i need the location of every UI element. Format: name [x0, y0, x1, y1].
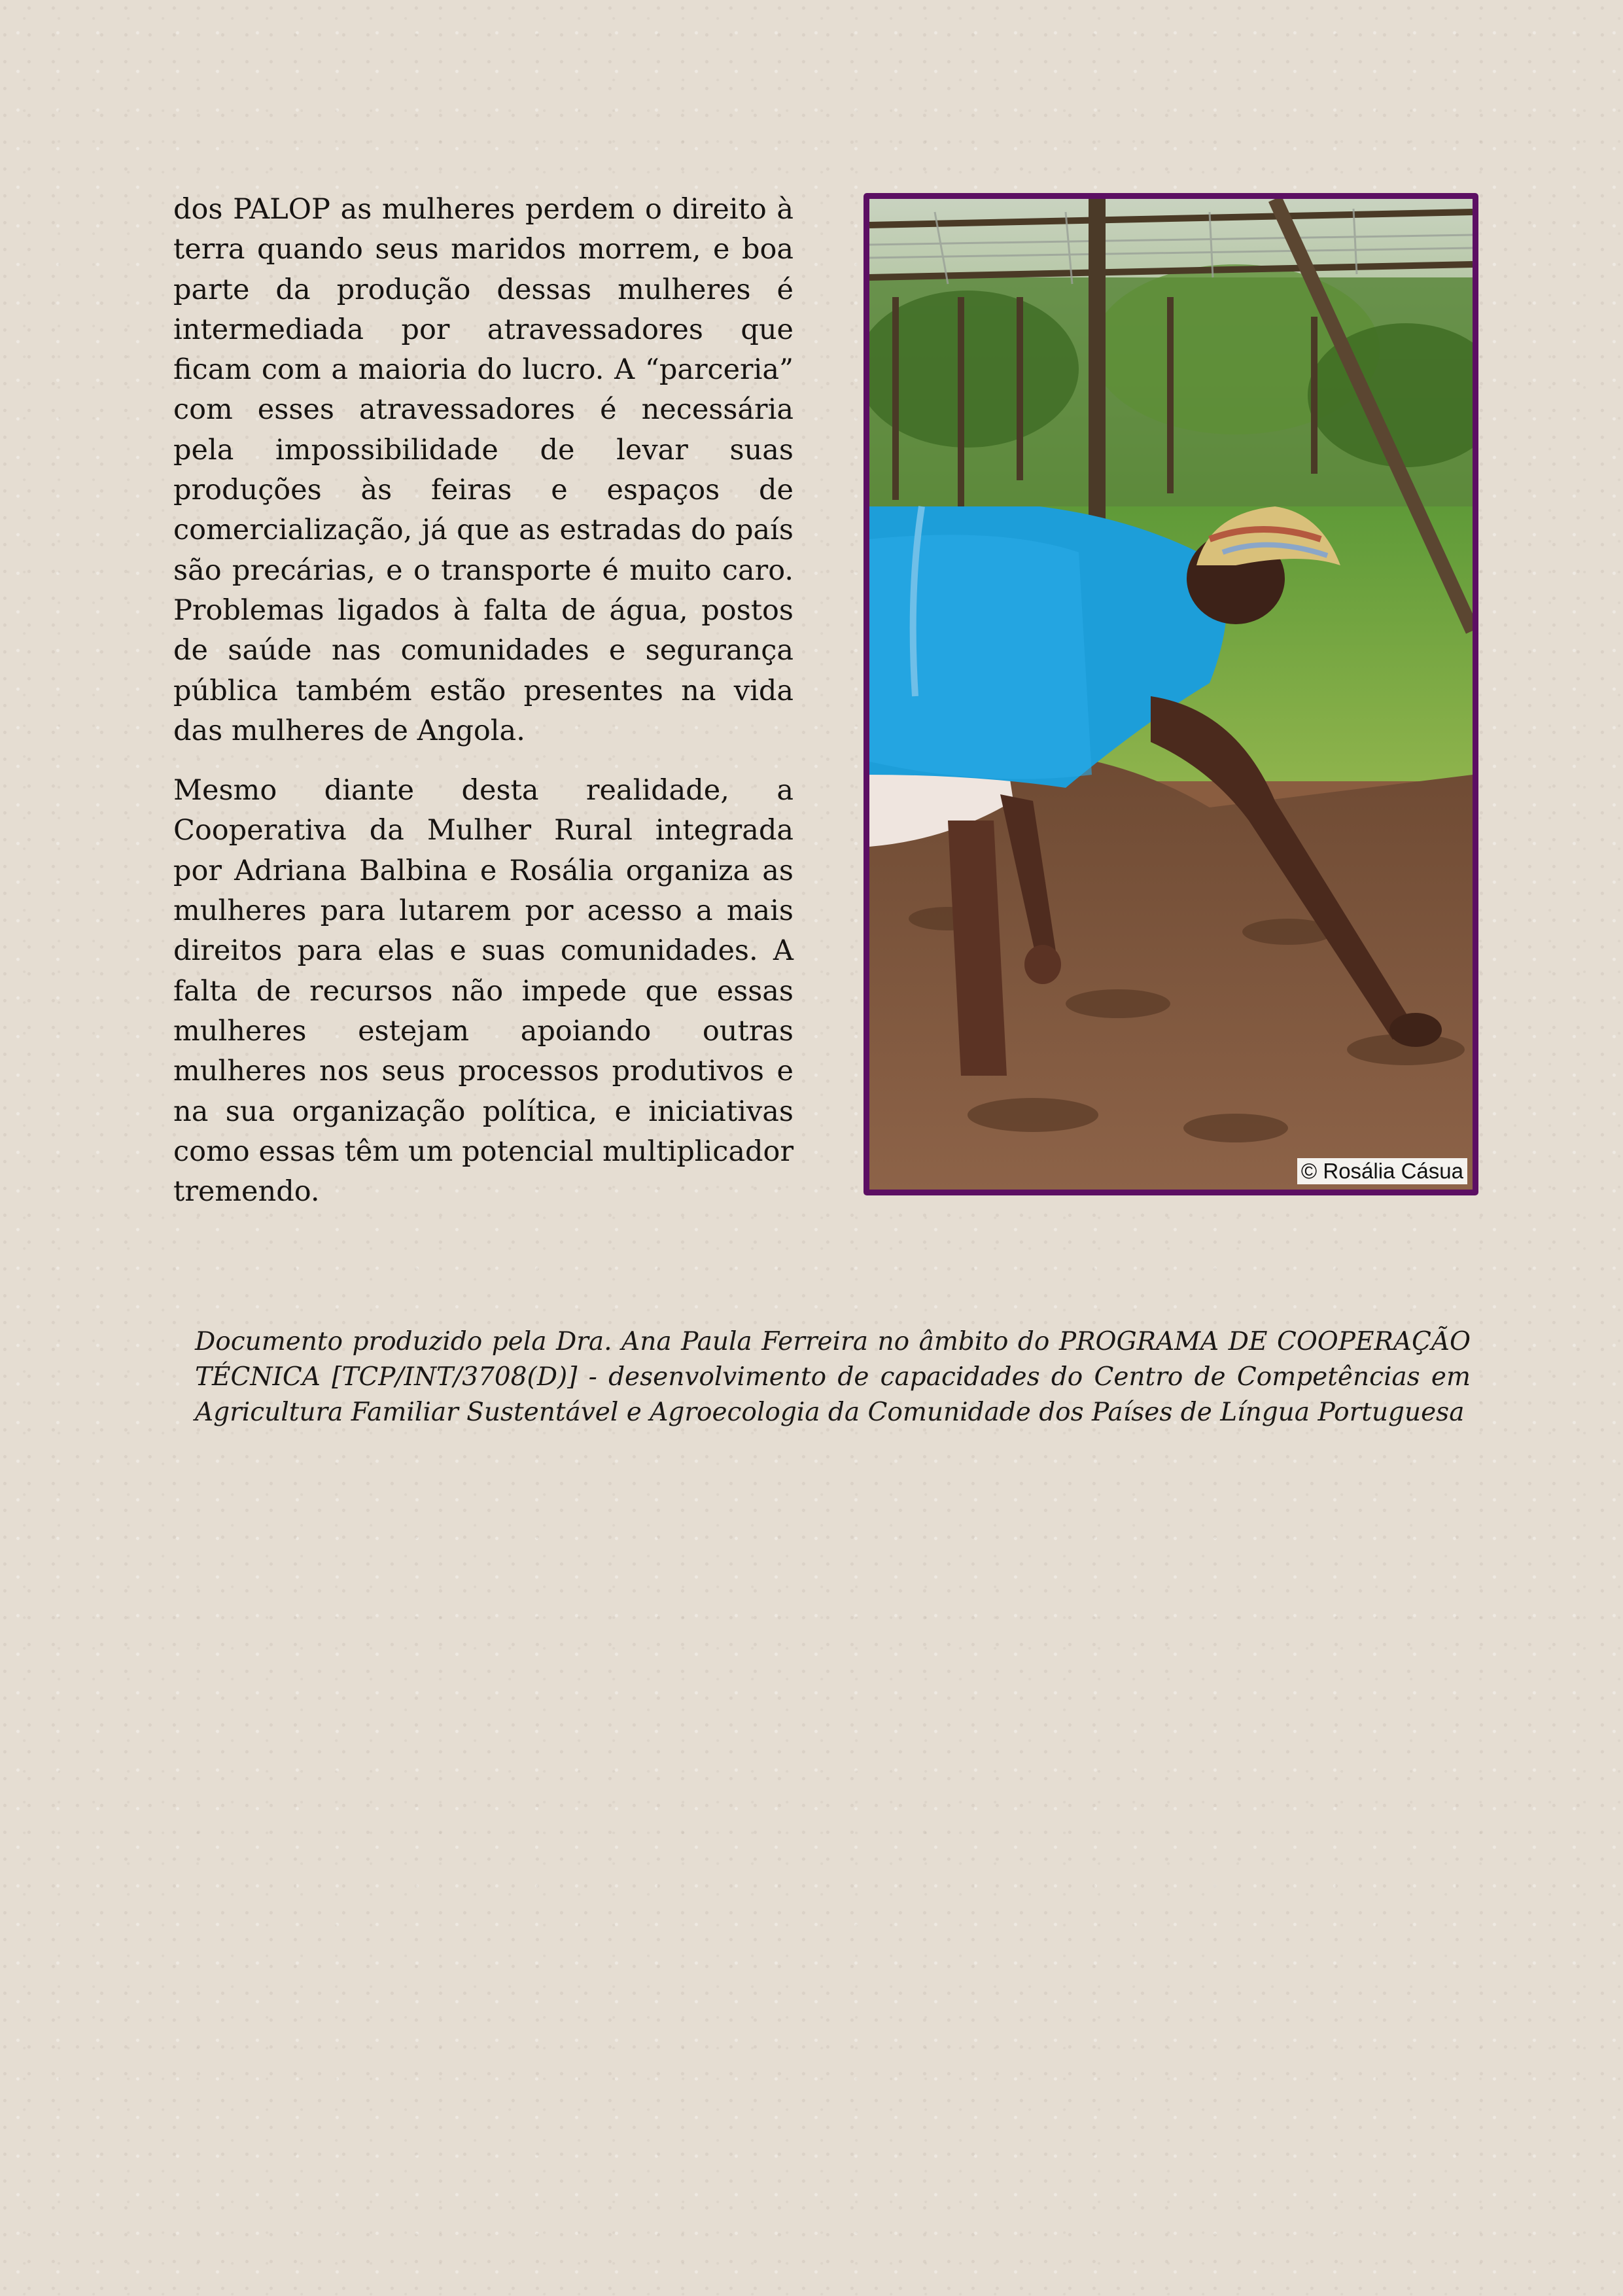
photo-woman-farming [864, 193, 1478, 1195]
paragraph-2: Mesmo diante desta realidade, a Cooperativa da Mulher Rural integrada por Adriana Balbina e Rosália organiza as mulheres para lutarem por acesso a mais direitos para elas e suas comunidades. A falta de recursos não impede que essas mulheres estejam apoiando outras mulheres nos seus processos produtivos e na sua organização política, e iniciativas como essas têm um potencial multiplicador tremendo. [173, 774, 794, 1209]
paragraph-1: dos PALOP as mulheres perdem o direito à terra quando seus maridos morrem, e boa parte da produção dessas mulheres é intermediada por atravessadores que ficam com a maioria do lucro. A “parceria” com esses atravessadores é necessária pela impossibilidade de levar suas produções às feiras e espaços de comercialização, já que as estradas do país são precárias, e o transporte é muito caro. Problemas ligados à falta de água, postos de saúde nas comunidades e segurança pública também estão presentes na vida das mulheres de Angola. [173, 193, 794, 747]
farming-photo-illustration [869, 199, 1473, 1190]
article-body [173, 190, 794, 1231]
document-footer-note: Documento produzido pela Dra. Ana Paula Ferreira no âmbito do PROGRAMA DE COOPERAÇÃO TÉCNICA [TCP/INT/3708(D)] - desenvolvimento de capacidades do Centro de Competências em Agricultura Familiar Sustentável e Agroecologia da Comunidade dos Países de Língua Portuguesa [195, 1327, 1471, 1427]
photo-credit: © Rosália Cásua [1297, 1158, 1467, 1184]
